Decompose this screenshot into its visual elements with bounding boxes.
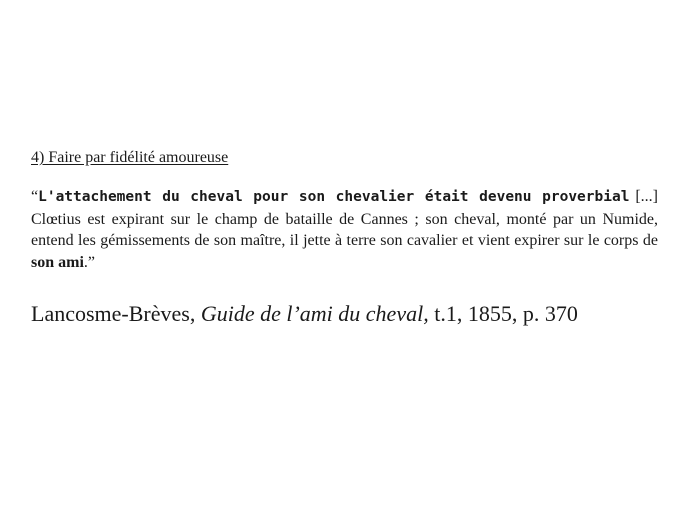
section-heading: 4) Faire par fidélité amoureuse	[31, 149, 229, 166]
quote-body-text: [...] Clœtius est expirant sur le champ de bataille de Cannes ; son cheval, monté par un Numide, entend les gémissements de son maître, il jette à terre son cavalier et vient expirer sur le corps de	[31, 188, 659, 249]
open-quote-mark: “	[31, 188, 39, 205]
quote-paragraph	[31, 186, 658, 273]
close-quote-mark: .”	[83, 253, 96, 271]
citation-title: Guide de l’ami du cheval,	[200, 301, 429, 326]
citation	[31, 300, 578, 328]
citation-details: t.1, 1855, p. 370	[428, 301, 578, 326]
citation-author: Lancosme-Brèves,	[31, 301, 201, 326]
quote-bold-phrase: L'attachement du cheval pour son chevalier était devenu proverbial	[38, 189, 630, 205]
quote-bold-end: son ami	[31, 253, 84, 271]
